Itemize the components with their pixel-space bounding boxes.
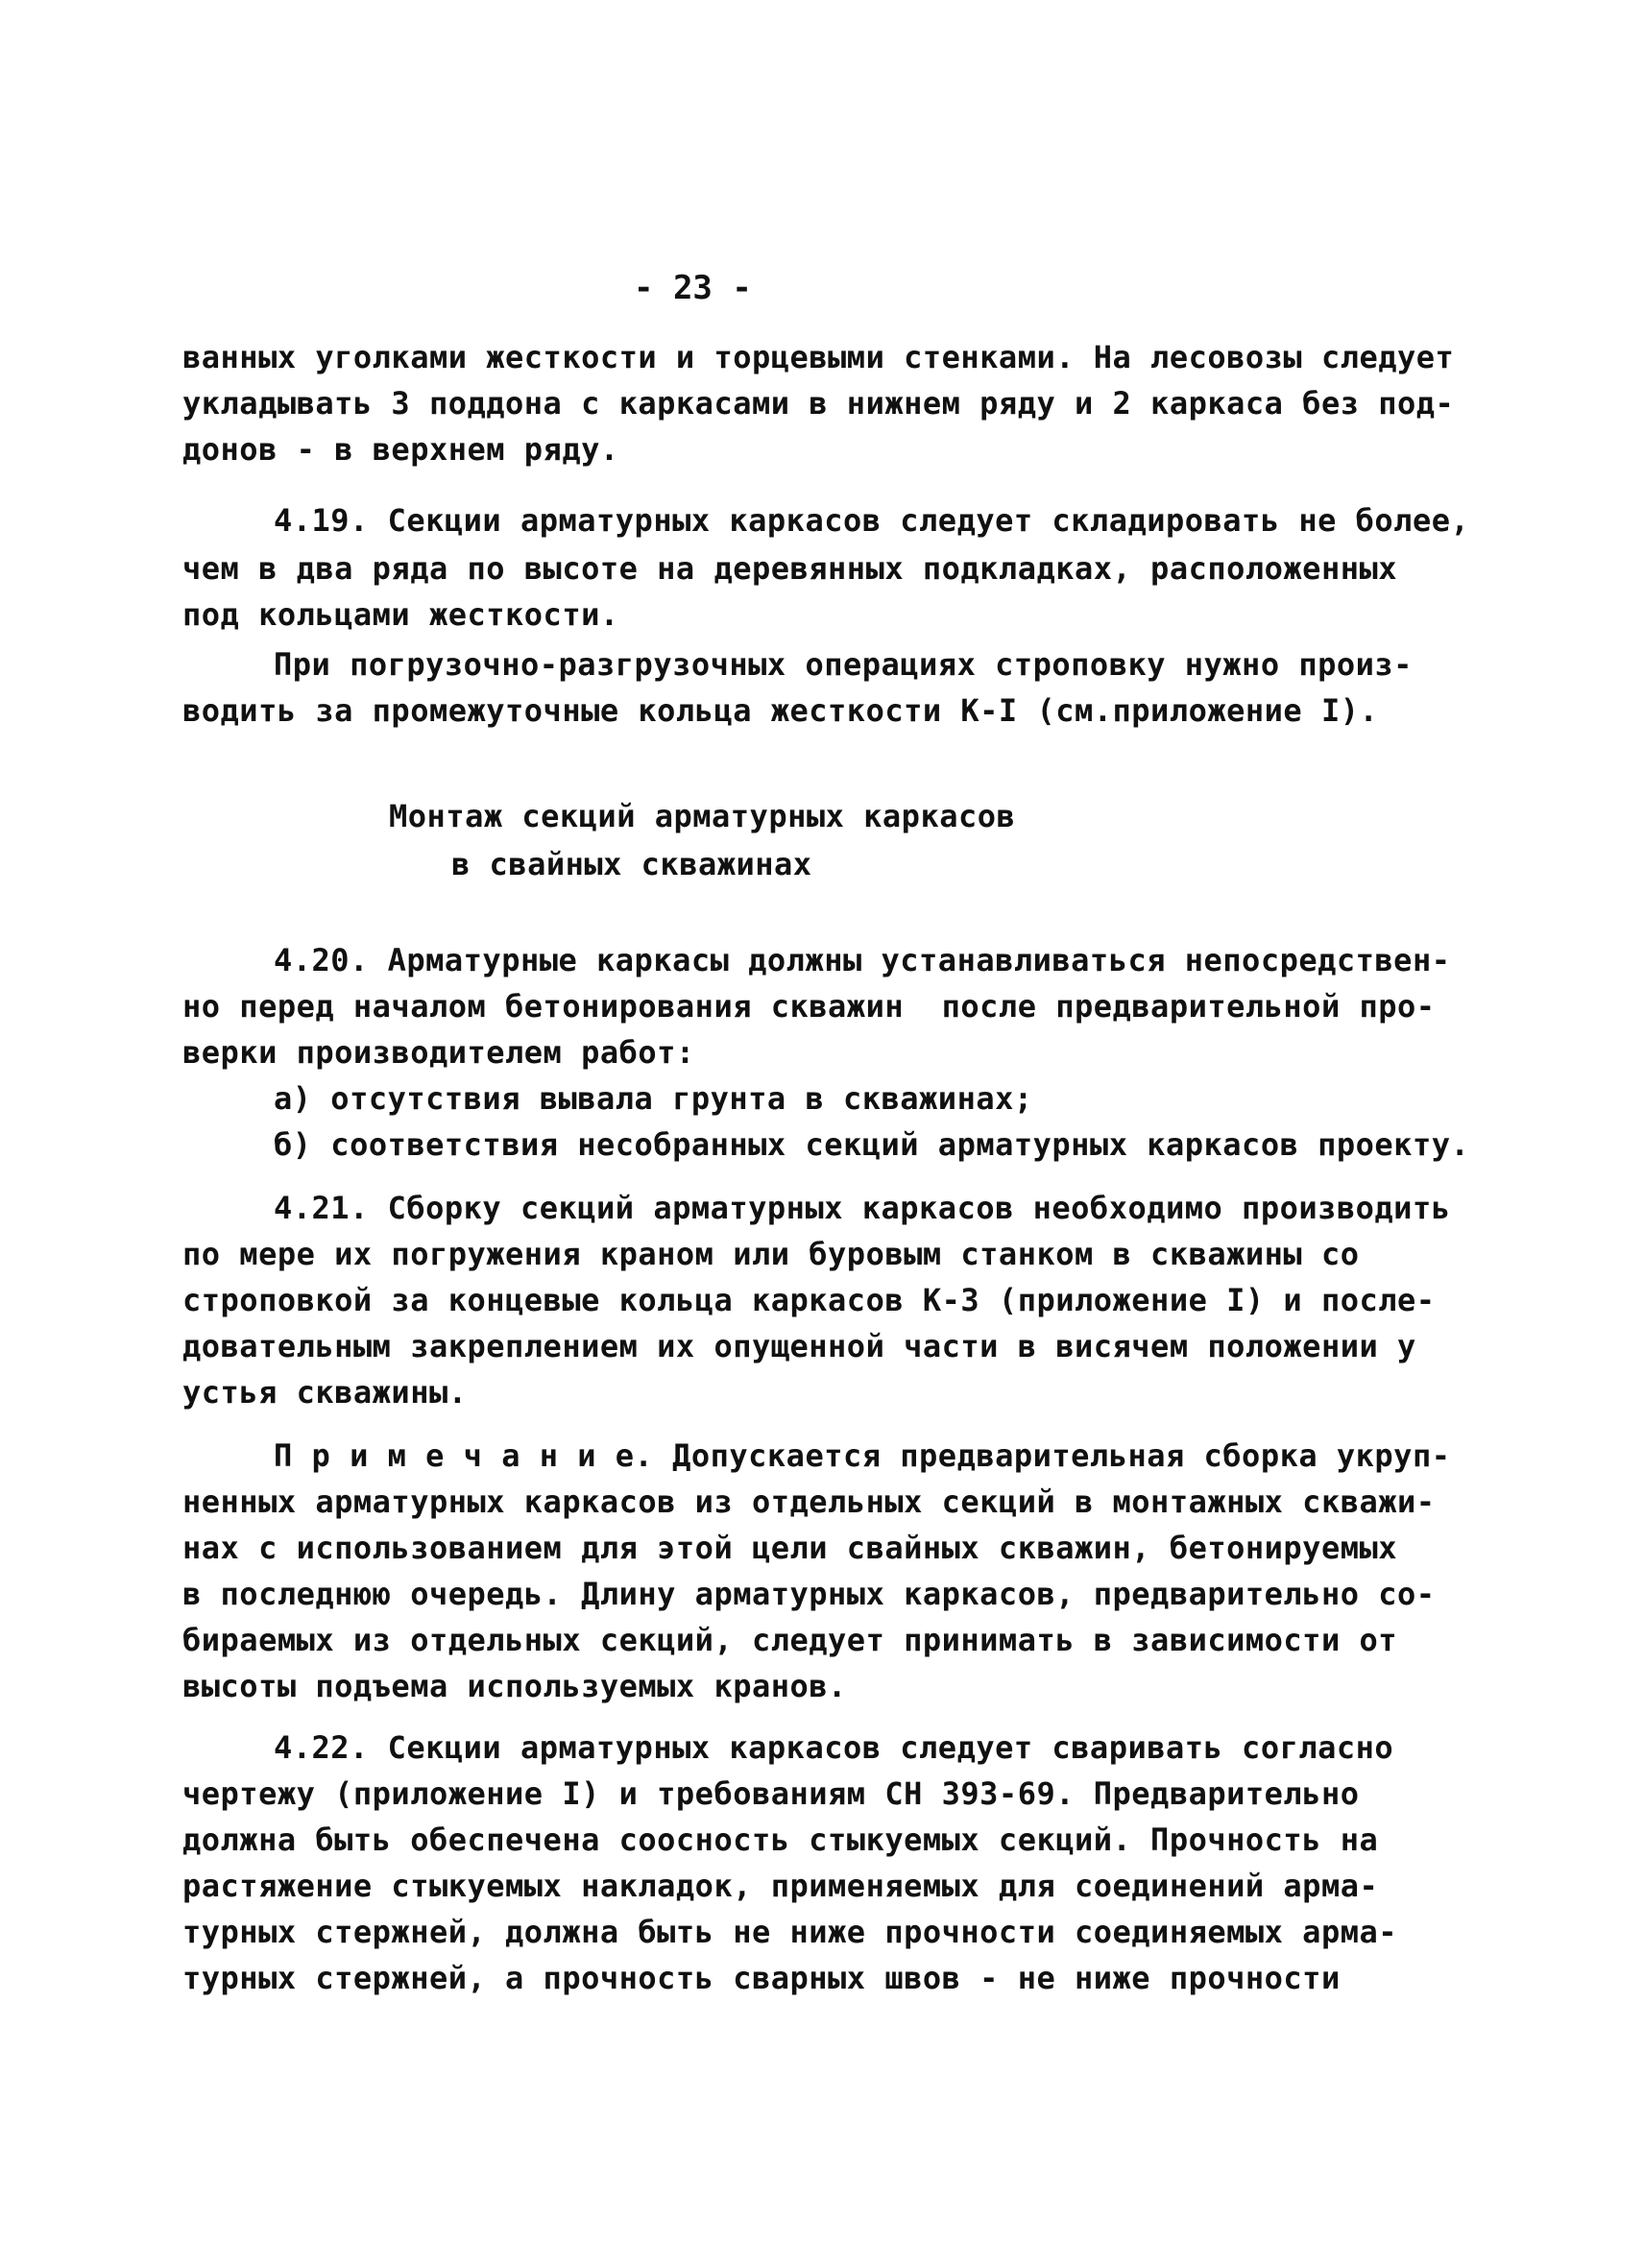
text-line: нах с использованием для этой цели свайных скважин, бетонируемых — [182, 1530, 1397, 1566]
text-line: растяжение стыкуемых накладок, применяемых для соединений арма- — [182, 1868, 1379, 1904]
text-line: по мере их погружения краном или буровым станком в скважины со — [182, 1236, 1360, 1272]
text-line: ванных уголками жесткости и торцевыми стенками. На лесовозы следует — [182, 339, 1455, 375]
text-line: турных стержней, а прочность сварных швов - не ниже прочности — [182, 1960, 1341, 1996]
text-line: под кольцами жесткости. — [182, 596, 619, 633]
text-line: ненных арматурных каркасов из отдельных секций в монтажных скважи- — [182, 1484, 1436, 1520]
section-heading-line-2: в свайных скважинах — [451, 846, 812, 882]
text-line: турных стержней, должна быть не ниже прочности соединяемых арма- — [182, 1914, 1397, 1950]
text-line: должна быть обеспечена соосность стыкуемых секций. Прочность на — [182, 1822, 1379, 1858]
text-line: высоты подъема используемых кранов. — [182, 1668, 847, 1704]
text-line: но перед началом бетонирования скважин после предварительной про- — [182, 988, 1436, 1025]
list-item-b: б) соответствия несобранных секций арматурных каркасов проекту. — [274, 1126, 1470, 1163]
text-line: устья скважины. — [182, 1374, 468, 1411]
paragraph-start-line: 4.22. Секции арматурных каркасов следует сваривать согласно — [274, 1729, 1394, 1766]
text-line: бираемых из отдельных секций, следует принимать в зависимости от — [182, 1622, 1397, 1658]
note-start-line: П р и м е ч а н и е. Допускается предварительная сборка укруп- — [274, 1437, 1451, 1474]
text-line: донов - в верхнем ряду. — [182, 431, 619, 468]
paragraph-start-line: При погрузочно-разгрузочных операциях строповку нужно произ- — [274, 646, 1413, 683]
text-line: довательным закреплением их опущенной части в висячем положении у — [182, 1328, 1416, 1364]
list-item-a: а) отсутствия вывала грунта в скважинах; — [274, 1080, 1033, 1117]
text-line: водить за промежуточные кольца жесткости К-I (см.приложение I). — [182, 692, 1379, 729]
text-line: строповкой за концевые кольца каркасов К-3 (приложение I) и после- — [182, 1282, 1436, 1318]
text-line: чертежу (приложение I) и требованиям СН 393-69. Предварительно — [182, 1775, 1360, 1812]
page-number: - 23 - — [634, 269, 752, 307]
paragraph-start-line: 4.19. Секции арматурных каркасов следует складировать не более, — [274, 502, 1470, 539]
text-line: чем в два ряда по высоте на деревянных подкладках, расположенных — [182, 550, 1397, 587]
text-line: верки производителем работ: — [182, 1034, 695, 1071]
paragraph-start-line: 4.20. Арматурные каркасы должны устанавливаться непосредствен- — [274, 942, 1451, 978]
text-line: укладывать 3 поддона с каркасами в нижнем ряду и 2 каркаса без под- — [182, 385, 1455, 422]
text-line: в последнюю очередь. Длину арматурных каркасов, предварительно со- — [182, 1576, 1436, 1612]
section-heading-line-1: Монтаж секций арматурных каркасов — [389, 798, 1016, 834]
paragraph-start-line: 4.21. Сборку секций арматурных каркасов необходимо производить — [274, 1190, 1451, 1226]
